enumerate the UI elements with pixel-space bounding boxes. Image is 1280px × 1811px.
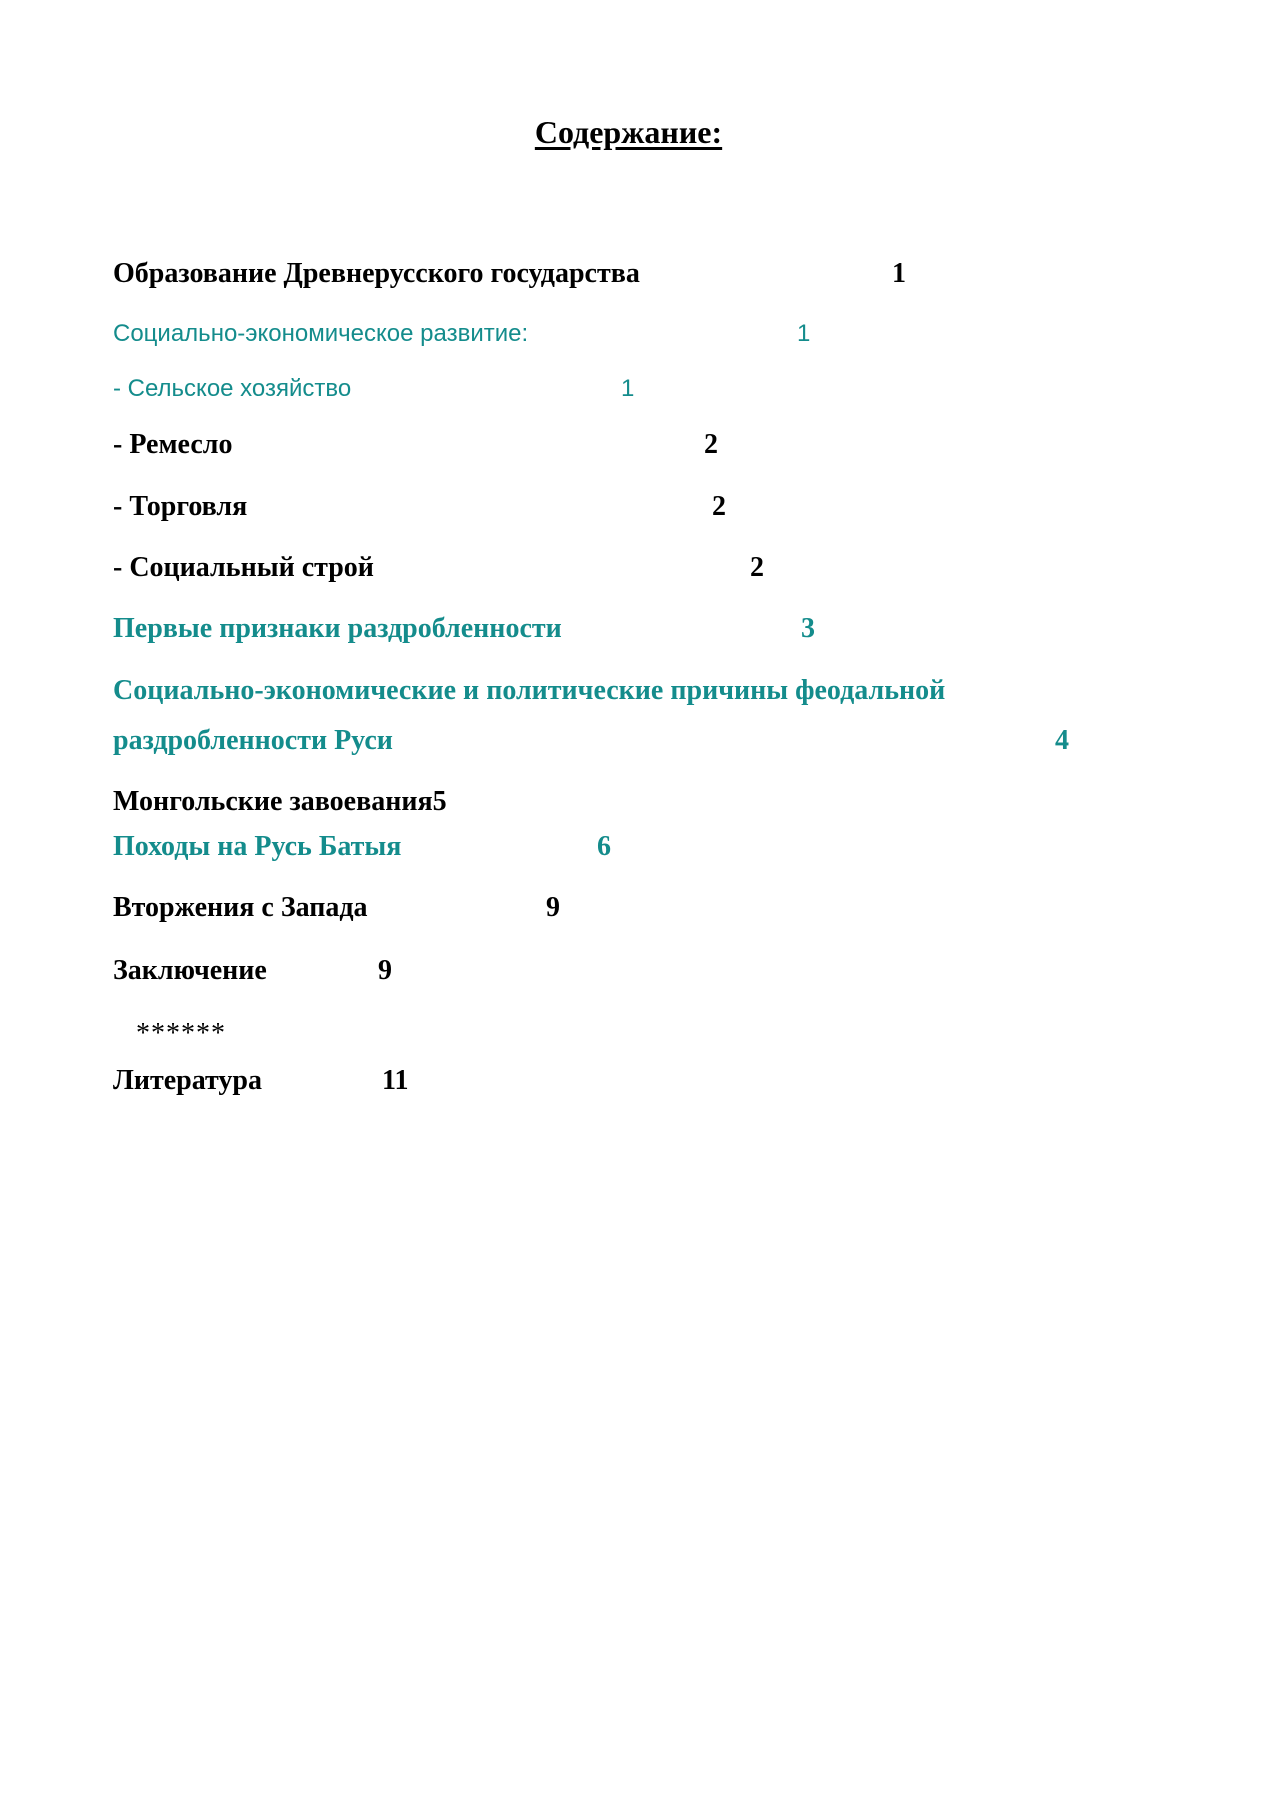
toc-entry-page-number: 1 [797,320,811,347]
page-title: Содержание: [534,114,723,150]
toc-entry-formation [113,258,640,290]
toc-entry-socio-economic [113,320,528,348]
toc-entry-page-number: 2 [704,429,718,460]
toc-entry-label: Социально-экономические и политические причины феодальной [113,675,946,706]
toc-entry-page-number: 1 [621,375,635,402]
toc-entry-label: Вторжения с Запада [113,892,368,923]
toc-entry-page-number: 5 [432,786,447,817]
separator-stars: ****** [136,1018,226,1049]
toc-entry-label: Образование Древнерусского государства [113,258,640,289]
toc-entry-page-number: 1 [892,258,906,289]
toc-entry-label: - Торговля [113,491,248,522]
toc-entry-agriculture [113,375,351,403]
toc-entry-page-number: 2 [750,552,764,583]
toc-entry-causes-line1 [113,675,945,707]
toc-entry-label: Походы на Русь Батыя [113,831,402,862]
toc-entry-first-signs [113,613,562,645]
toc-entry-mongol-conquests [113,786,447,818]
toc-entry-crafts [113,429,232,461]
toc-entry-page-number: 9 [378,955,392,986]
toc-entry-page-number: 6 [597,831,611,862]
toc-entry-label: раздробленности Руси [113,725,393,756]
toc-entry-page-number: 9 [546,892,560,923]
toc-entry-label: - Ремесло [113,429,233,460]
toc-entry-label: Заключение [113,955,267,986]
toc-entry-label: - Сельское хозяйство [113,375,352,402]
toc-entry-page-number: 3 [801,613,815,644]
toc-entry-page-number: 11 [382,1065,409,1096]
toc-entry-label: Первые признаки раздробленности [113,613,562,644]
toc-entry-page-number: 2 [712,491,726,522]
toc-entry-label: Монгольские завоевания [113,786,433,817]
toc-entry-conclusion [113,955,267,987]
toc-entry-literature [113,1065,262,1097]
toc-entry-batu-campaigns [113,831,401,863]
toc-entry-trade [113,491,247,523]
toc-entry-page-number: 4 [1055,725,1069,756]
toc-entry-social-structure [113,552,374,584]
toc-entry-label: Социально-экономическое развитие: [113,320,529,347]
toc-entry-label: - Социальный строй [113,552,374,583]
toc-entry-causes-line2 [113,725,393,757]
toc-entry-label: Литература [113,1065,262,1096]
toc-entry-western-invasions [113,892,368,924]
